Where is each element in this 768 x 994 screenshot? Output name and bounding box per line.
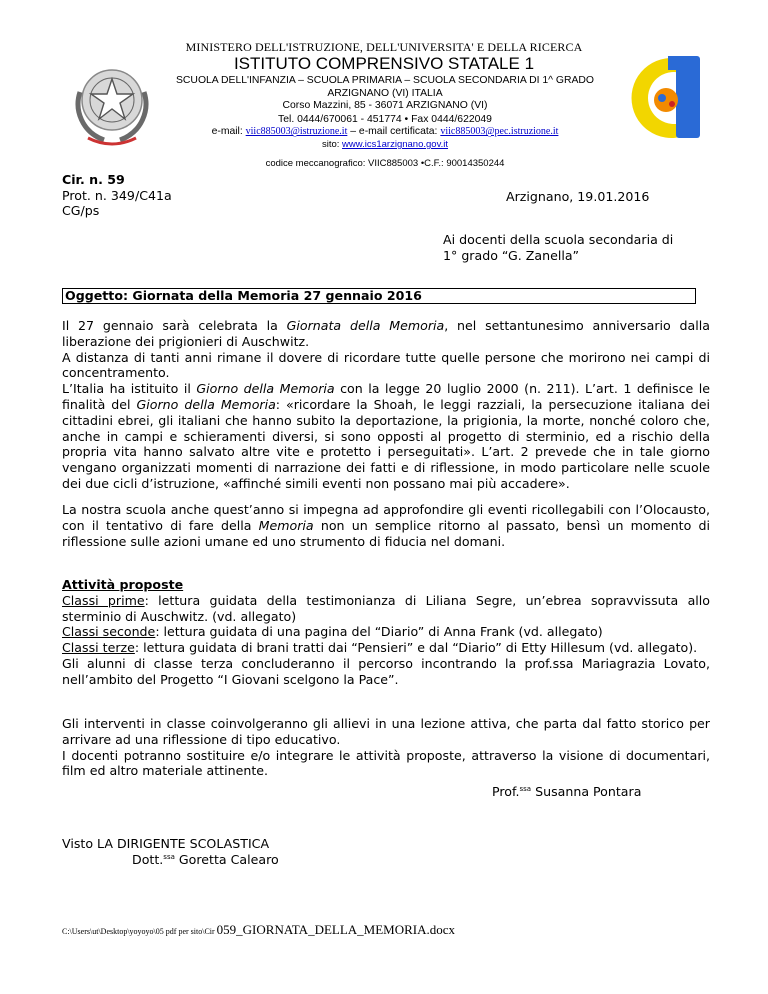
- email-link[interactable]: viic885003@istruzione.it: [245, 126, 348, 138]
- circular-references: [62, 172, 172, 219]
- paragraph-6: I docenti potranno sostituire e/o integrare le attività proposte, attraverso la visione di documentari, film ed altro materiale attinente.: [62, 747, 710, 779]
- pec-link[interactable]: viic885003@pec.istruzione.it: [440, 126, 559, 138]
- school-types: SCUOLA DELL'INFANZIA – SCUOLA PRIMARIA – SCUOLA SECONDARIA DI 1^ GRADO: [176, 75, 594, 86]
- activity-third: Classi terze: lettura guidata di brani tratti dai “Pensieri” e dal “Diario” di Etty Hillesum (vd. allegato).: [62, 640, 698, 656]
- school-city: ARZIGNANO (VI) ITALIA: [327, 87, 443, 99]
- email-line: e-mail: viic885003@istruzione.it – e-mail certificata: viic885003@pec.istruzione.it: [211, 126, 559, 138]
- intro-paragraphs: [62, 318, 710, 492]
- activity-second: Classi seconde: lettura guidata di una pagina del “Diario” di Anna Frank (vd. allegato): [62, 624, 603, 640]
- principal-signature: Visto LA DIRIGENTE SCOLASTICA Dott.$^{ssa}$ Goretta Calearo: [62, 836, 279, 867]
- phone-fax: Tel. 0444/670061 - 451774 • Fax 0444/622049: [278, 113, 492, 125]
- activity-first: Classi prime: lettura guidata della testimonianza di Liliana Segre, un’ebrea sopravvissuta allo sterminio di Auschwitz. (vd. allegato): [62, 592, 710, 624]
- site-line: sito: www.ics1arzignano.gov.it: [321, 138, 449, 150]
- paragraph-3: L’Italia ha istituito il Giorno della Memoria con la legge 20 luglio 2000 (n. 211). L’art. 1 definisce le finalità del Giorno della Memoria: «ricordare la Shoah, le leggi razziali, la persecuzione italiana dei cittadini ebrei, gli italiani che hanno subito la deportazione, la prigionia, la morte, nonché coloro che, anche in campi e schieramenti diversi, si sono opposti al progetto di sterminio, ed a rischio della propria vita hanno salvato altre vite e protetto i perseguitati». L’art. 2 prevede che in tale giorno vengano organizzati momenti di narrazione dei fatti e di riflessione, in modo particolare nelle scuole dei due cicli d’istruzione, «affinché simili eventi non possano mai più accadere».: [62, 381, 711, 491]
- closing-paragraphs: [62, 716, 710, 779]
- protocol-number: Prot. n. 349/C41a: [62, 187, 172, 203]
- file-name: 059_GIORNATA_DELLA_MEMORIA.docx: [216, 922, 456, 937]
- initials: CG/ps: [62, 203, 100, 218]
- school-address: Corso Mazzini, 85 - 36071 ARZIGNANO (VI): [282, 100, 488, 112]
- school-contacts: [150, 75, 620, 170]
- paragraph-2: A distanza di tanti anni rimane il dovere di ricordare tutte quelle persone che morirono nei campi di concentramento.: [62, 349, 710, 381]
- paragraph-4: La nostra scuola anche quest’anno si impegna ad approfondire gli eventi ricollegabili con l’Olocausto, con il tentativo di fare della Memoria non un semplice ritorno al passato, bensì un momento di riflessione sulle azioni umane ed uno strumento di fiducia nel domani.: [62, 502, 710, 549]
- teacher-signature: Prof.$^{ssa}$ Susanna Pontara: [492, 784, 642, 799]
- activities-title: Attività proposte: [62, 577, 184, 592]
- circular-number: Cir. n. 59: [62, 172, 125, 187]
- activity-meeting: Gli alunni di classe terza concluderanno il percorso incontrando la prof.ssa Mariagrazia Lovato, nell’ambito del Progetto “I Giovani scelgono la Pace”.: [62, 655, 710, 687]
- school-codes: codice meccanografico: VIIC885003 •C.F.: 90014350244: [265, 157, 505, 169]
- ministry-heading: MINISTERO DELL'ISTRUZIONE, DELL'UNIVERSITA' E DELLA RICERCA: [185, 40, 583, 54]
- document-date: Arzignano, 19.01.2016: [506, 189, 650, 204]
- italian-republic-emblem-icon: [66, 52, 158, 152]
- subject-box: Oggetto: Giornata della Memoria 27 gennaio 2016: [62, 288, 696, 304]
- recipients: Ai docenti della scuola secondaria di 1° grado “G. Zanella”: [443, 232, 674, 263]
- activities-section: [62, 577, 710, 688]
- paragraph-5: Gli interventi in classe coinvolgeranno gli allievi in una lezione attiva, che parta dal fatto storico per arrivare ad una riflessione di tipo educativo.: [62, 716, 710, 747]
- paragraph-1: Il 27 gennaio sarà celebrata la Giornata della Memoria, nel settantunesimo anniversario dalla liberazione dei prigionieri di Auschwitz.: [62, 318, 710, 349]
- institute-logo-icon: [624, 52, 708, 144]
- file-path-footer: [62, 922, 455, 938]
- institute-name: ISTITUTO COMPRENSIVO STATALE 1: [233, 54, 535, 73]
- site-link[interactable]: www.ics1arzignano.gov.it: [342, 138, 449, 150]
- file-path: C:\Users\ut\Desktop\yoyoyo\05 pdf per sito\Cir: [62, 927, 217, 936]
